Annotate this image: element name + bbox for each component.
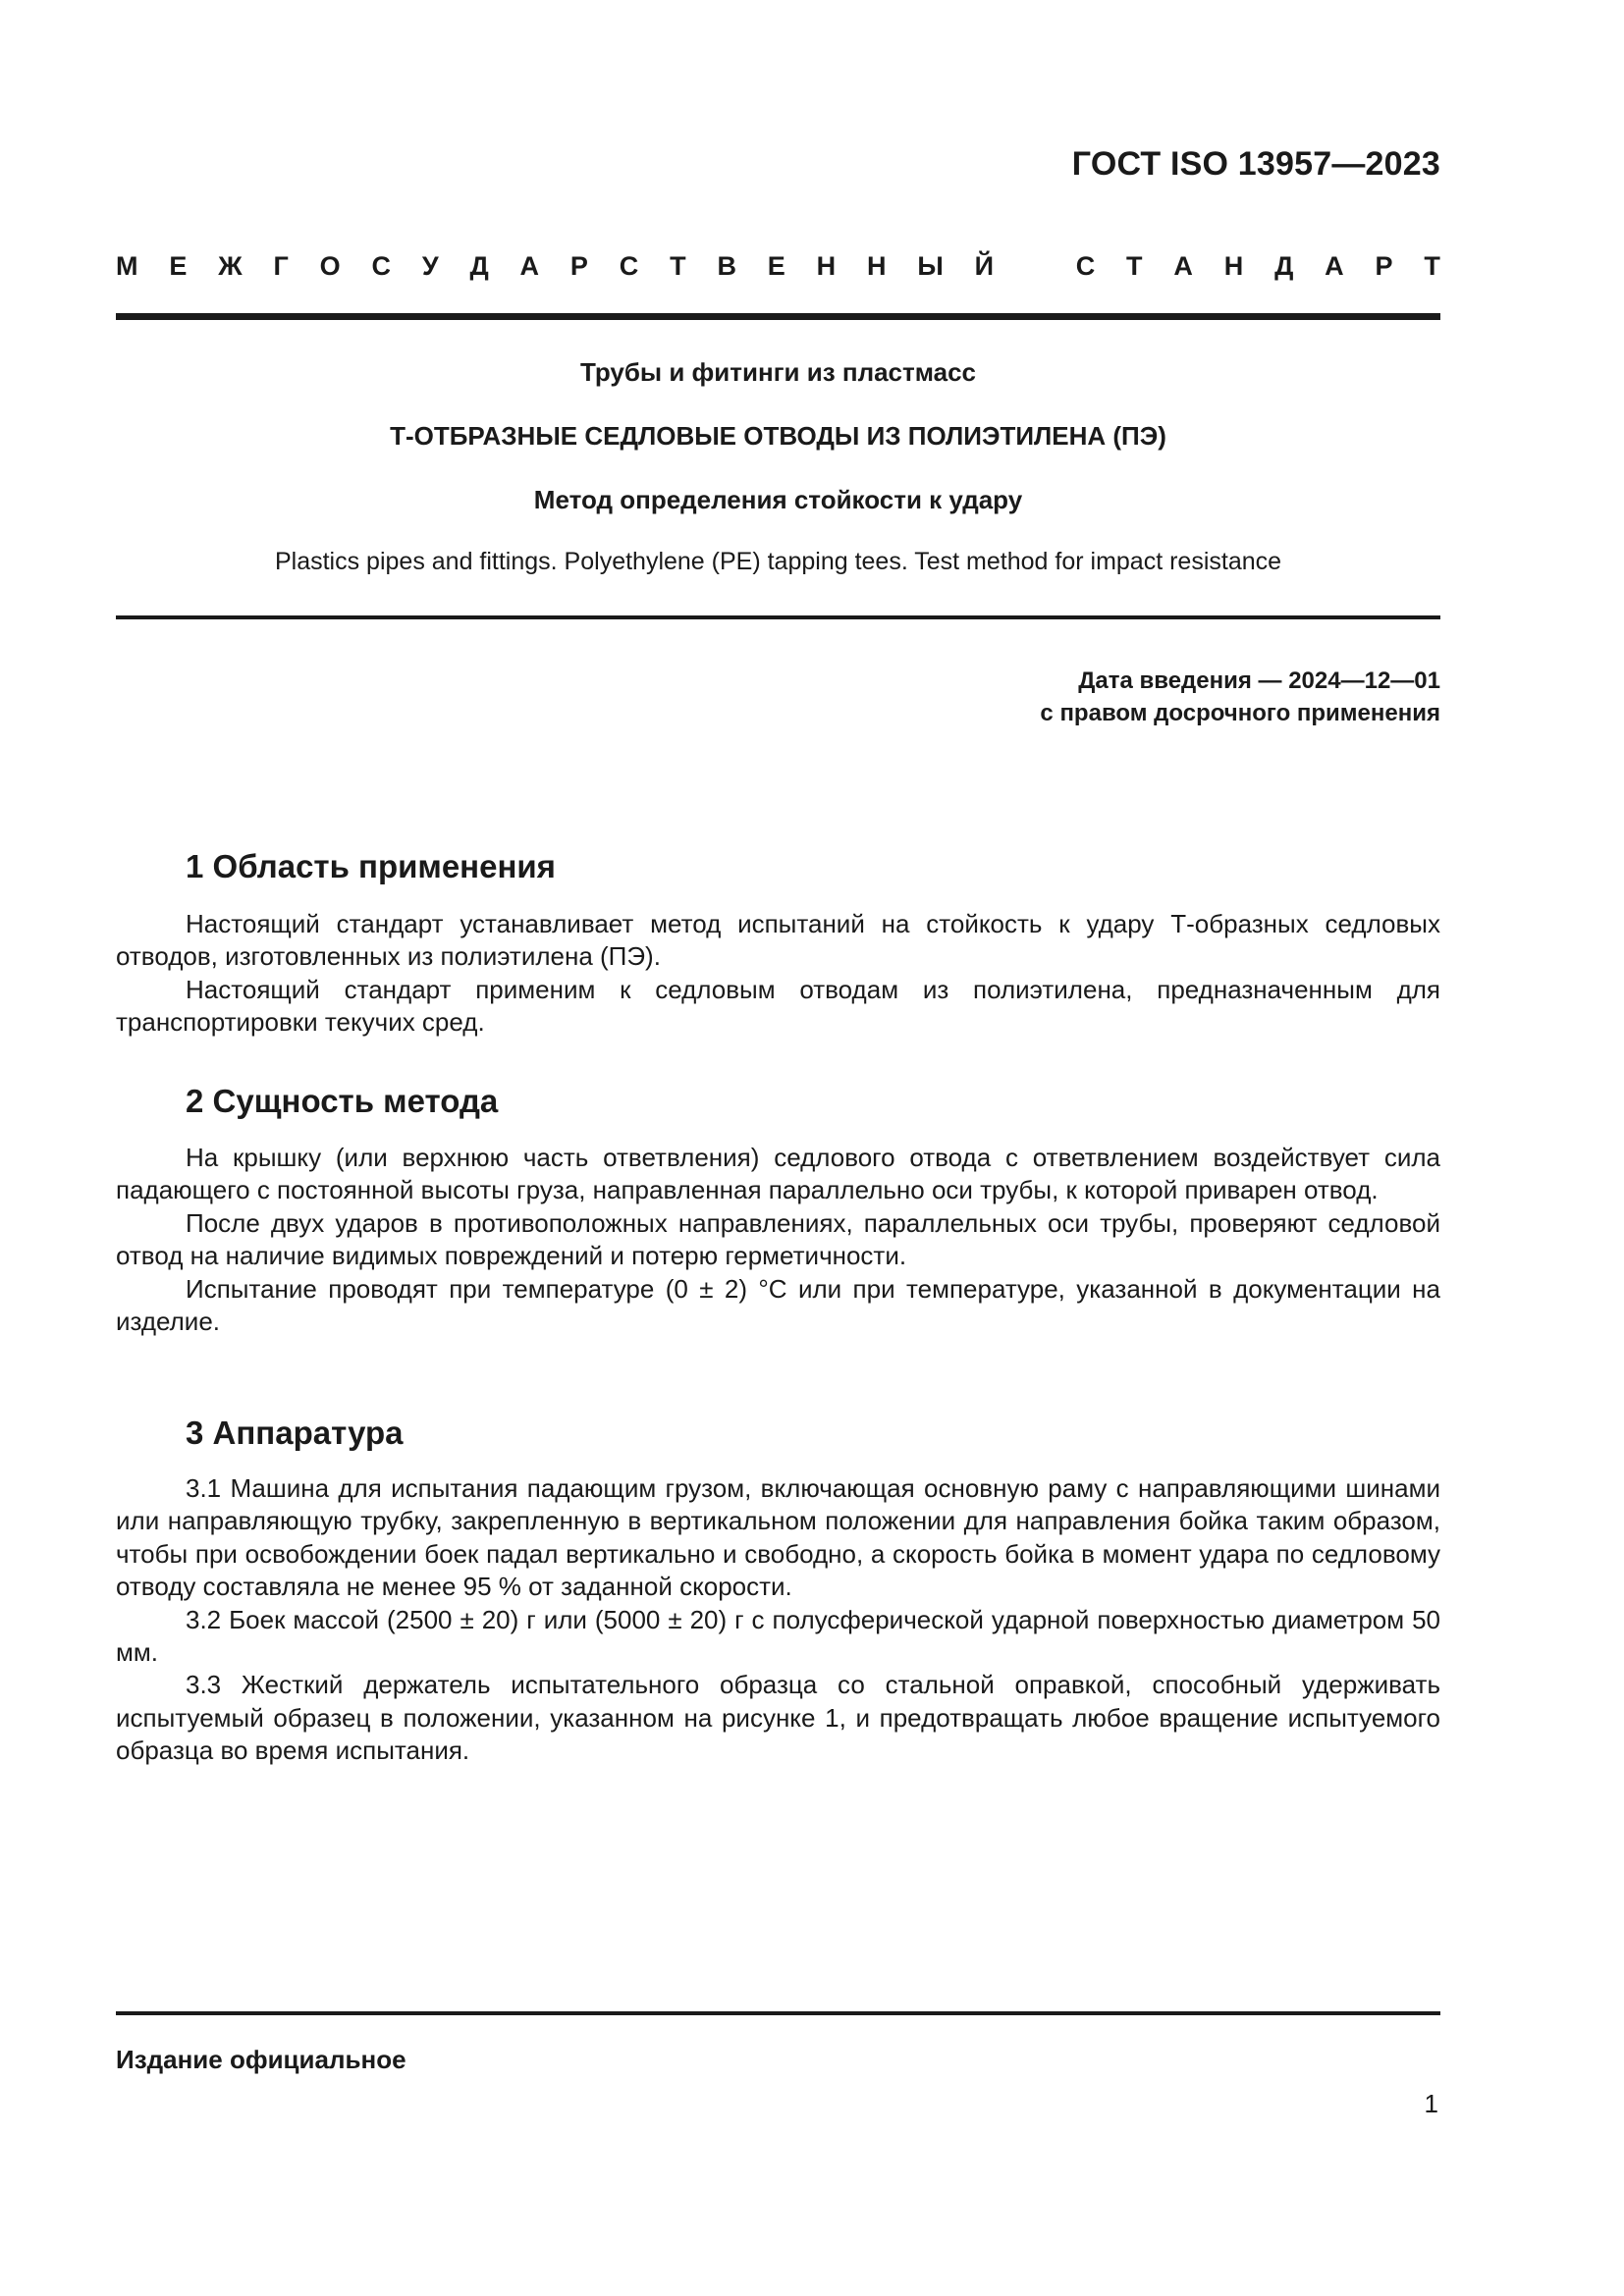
early-application-note: с правом досрочного применения [1040,700,1440,726]
banner-letter: Г [273,251,289,281]
banner-letter: Й [974,251,995,281]
title-method: Метод определения стойкости к удару [533,485,1023,514]
paragraph: После двух ударов в противоположных направлениях, параллельных оси трубы, проверяют седловой отвод на наличие видимых повреждений и потерю герметичности. [116,1207,1440,1271]
standard-type-banner [116,251,1440,282]
banner-letter: С [619,251,639,281]
section-3-heading: 3 Аппаратура [186,1415,404,1451]
banner-letter: Ы [917,251,944,281]
paragraph: Испытание проводят при температуре (0 ± 2) °С или при температуре, указанной в документации на изделие. [116,1273,1440,1337]
section-2-heading: 2 Сущность метода [186,1083,499,1119]
banner-letter: А [1325,251,1344,281]
banner-letter: М [116,251,138,281]
title-english: Plastics pipes and fittings. Polyethylene (PE) tapping tees. Test method for impact resistance [274,548,1282,575]
paragraph: 3.2 Боек массой (2500 ± 20) г или (5000 ± 20) г с полусферической ударной поверхностью диаметром 50 мм. [116,1604,1440,1668]
paragraph: 3.3 Жесткий держатель испытательного образца со стальной оправкой, способный удерживать испытуемый образец в положении, указанном на рисунке 1, и предотвращать любое вращение испытуемого образца во время испытания. [116,1670,1440,1766]
banner-letter: Е [169,251,188,281]
banner-letter: Т [670,251,686,281]
banner-letter: Н [1223,251,1244,281]
banner-letter: А [519,251,540,281]
banner-letter: Н [816,251,837,281]
paragraph: 3.1 Машина для испытания падающим грузом, включающая основную раму с направляющими шинами или направляющую трубку, закрепленную в вертикальном положении для направления бойка таким образом, чтобы при освобождении боек падал вертикально и свободно, а скорость бойка в момент удара по седловому отводу составляла не менее 95 % от заданной скорости. [116,1473,1440,1602]
paragraph: Настоящий стандарт устанавливает метод испытаний на стойкость к удару Т-образных седловых отводов, изготовленных из полиэтилена (ПЭ). [116,909,1440,972]
banner-letter: В [717,251,736,281]
paragraph: На крышку (или верхнюю часть ответвления) седлового отвода с ответвлением воздействует сила падающего с постоянной высоты груза, направленная параллельно оси трубы, к которой приварен отвод. [116,1143,1440,1205]
banner-letter: О [319,251,341,281]
banner-letter: Р [1375,251,1393,281]
title-subject: Трубы и фитинги из пластмасс [579,357,977,387]
banner-letter: У [421,251,439,281]
footer-rule [116,2011,1440,2015]
banner-letter: Ж [218,251,243,281]
section-1-body [116,908,1440,1040]
title-main: Т-ОТБРАЗНЫЕ СЕДЛОВЫЕ ОТВОДЫ ИЗ ПОЛИЭТИЛЕНА (ПЭ) [390,421,1166,451]
document-number: ГОСТ ISO 13957—2023 [1071,145,1440,183]
banner-letter: Н [866,251,887,281]
banner-letter: С [371,251,391,281]
banner-letter: Е [767,251,785,281]
banner-letter: Д [469,251,489,281]
title-rule [116,615,1440,619]
banner-letter: С [1075,251,1096,281]
section-3-body [116,1472,1440,1768]
banner-letter: Т [1424,251,1440,281]
banner-letter: Д [1274,251,1294,281]
section-1-heading: 1 Область применения [186,848,556,884]
paragraph: Настоящий стандарт применим к седловым отводам из полиэтилена, предназначенным для транспортировки текучих сред. [116,974,1440,1038]
introduction-date-block [1040,665,1440,729]
header-rule [116,313,1440,320]
banner-letter: Р [569,251,588,281]
introduction-date: Дата введения — 2024—12—01 [1078,667,1440,694]
official-edition-label: Издание официальное [116,2045,406,2074]
section-2-body [116,1142,1440,1338]
banner-letter: Т [1126,251,1143,281]
banner-word-gap [1025,251,1045,282]
page-number: 1 [1424,2089,1438,2118]
banner-letter: А [1173,251,1193,281]
